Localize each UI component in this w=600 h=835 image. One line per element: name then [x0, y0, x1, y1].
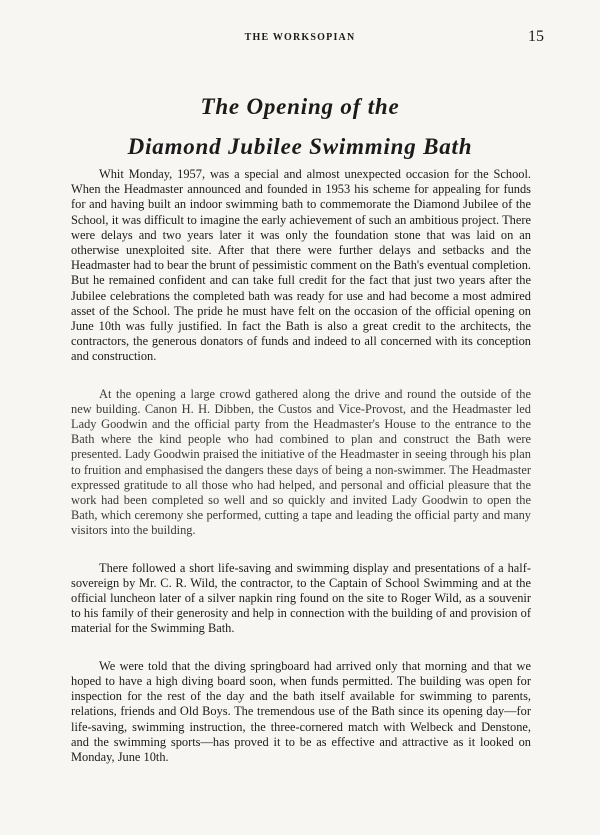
title-line-1: The Opening of the	[200, 94, 400, 120]
paragraph-1: Whit Monday, 1957, was a special and almost unexpected occasion for the School. When the Headmaster announced and founded in 1953 his scheme for appealing for funds for and having built an indoor swimming bath to commemorate the Diamond Jubilee of the School, it was difficult to imagine the early achievement of such an ambitious project. There were delays and two years later it was only the foundation stone that was laid on an otherwise unexploited site. After that there were further delays and setbacks and the Headmaster had to bear the brunt of pessimistic comment on the Bath's eventual completion. But he remained confident and can take full credit for the fact that just two years after the Jubilee celebrations the completed bath was ready for use and had become a most admired asset of the School. The pride he must have felt on the occasion of the official opening on June 10th was fully justified. In fact the Bath is also a great credit to the architects, the contractors, the generous donators of funds and indeed to all concerned with its conception and construction.	[71, 167, 531, 364]
paragraph-2: At the opening a large crowd gathered along the drive and round the outside of the new building. Canon H. H. Dibben, the Custos and Vice-Provost, and the Headmaster led Lady Goodwin and the official party from the Headmaster's House to the entrance to the Bath where the kind people who had combined to plan and construct the Bath were presented. Lady Goodwin praised the initiative of the Headmaster in seeing through his plan to fruition and emphasised the dangers these days of being a non-swimmer. The Headmaster expressed gratitude to all those who had helped, and personal and official pleasure that the work had been completed so well and so quickly and invited Lady Goodwin to open the Bath, which ceremony she performed, cutting a tape and leading the official party and many visitors into the building.	[71, 386, 531, 538]
paragraph-4: We were told that the diving springboard had arrived only that morning and that we hoped to have a high diving board soon, when funds permitted. The building was open for inspection for the rest of the day and the bath itself available for swimming to parents, relations, friends and Old Boys. The tremendous use of the Bath since its opening day—for life-saving, swimming instruction, the three-cornered match with Welbeck and Denstone, and the swimming sports—has proved it to be as effective and attractive as it looked on Monday, June 10th.	[71, 658, 531, 764]
title-line-2: Diamond Jubilee Swimming Bath	[127, 134, 473, 160]
article-title	[0, 87, 600, 167]
paragraph-3: There followed a short life-saving and swimming display and presentations of a half-sovereign by Mr. C. R. Wild, the contractor, to the Captain of School Swimming and at the official luncheon later of a silver napkin ring found on the site to Roger Wild, as a souvenir to his family of their generosity and help in connection with the building of and provision of material for the Swimming Bath.	[71, 560, 531, 636]
article-body	[71, 167, 531, 787]
page-number: 15	[528, 28, 544, 45]
running-header: THE WORKSOPIAN	[244, 32, 356, 43]
